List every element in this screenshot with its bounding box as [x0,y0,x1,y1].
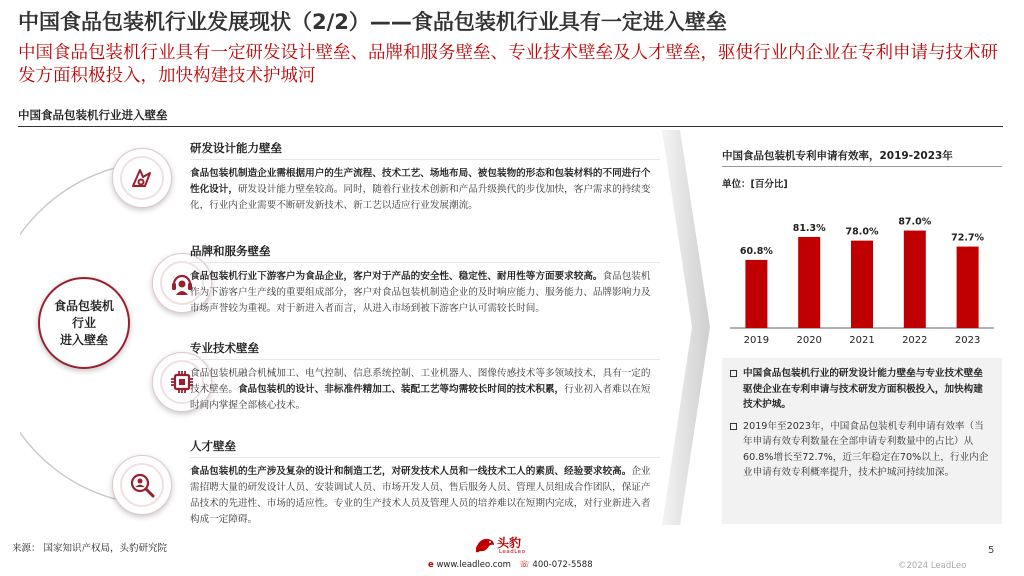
talent-search-icon [128,471,156,499]
checkbox-bullet-icon [730,423,737,430]
patent-validity-chart [722,196,1002,356]
insight-item [730,419,992,481]
barrier-text-bold: 食品包装机行业下游客户为食品企业，客户对于产品的安全性、稳定性、耐用性等方面要求较高。 [190,271,603,282]
design-icon-circle [112,148,172,208]
center-circle [38,277,130,369]
bar-2023 [957,247,979,328]
barrier-text [190,166,660,214]
insight-panel [722,358,1002,524]
center-label-line-3: 进入壁垒 [59,332,108,347]
website-link[interactable]: www.leadleo.com [436,560,511,570]
barrier-text-body: 研发设计能力壁垒较高。同时，随着行业技术创新和产品升级换代的步伐加快，客户需求的持续变化，行业内企业需要不断研发新技术、新工艺以适应行业发展潮流。 [190,184,651,211]
web-icon: e [428,560,434,570]
leopard-logo-icon [474,534,496,556]
barrier-title: 研发设计能力壁垒 [190,140,660,160]
barrier-text-body: 食品包装机作为下游客户生产线的重要组成部分，客户对食品包装机制造企业的及时响应能力、服务能力、品牌影响力及市场声誉较为重视。对于新进入者而言，从进入市场到被下游客户认可需较长时间。 [190,271,651,314]
bar-2019 [745,260,767,328]
design-icon [128,164,156,192]
barrier-text-bold: 食品包装机的生产涉及复杂的设计和制造工艺，对研发技术人员和一线技术工人的素质、经验要求较高。 [190,466,632,477]
barrier-block-technology [190,340,660,414]
barrier-block-talent [190,438,660,528]
logo-subtext: LeadLeo [499,549,526,555]
center-label-line-2: 行业 [71,315,96,330]
logo-text: 头豹 [497,536,522,550]
barrier-block-brand [190,243,660,317]
data-label-2021: 78.0% [845,226,879,238]
page-title: 中国食品包装机行业发展现状（2/2）——食品包装机行业具有一定进入壁垒 [18,10,727,34]
x-tick-2021: 2021 [849,335,875,346]
data-label-2020: 81.3% [792,222,826,234]
center-label-line-1: 食品包装机 [53,298,114,313]
barrier-text [190,269,660,317]
bar-2021 [851,241,873,328]
x-tick-2019: 2019 [743,335,770,346]
phone-number: 400-072-5588 [532,560,593,570]
barrier-block-design [190,140,660,214]
section-title: 中国食品包装机行业进入壁垒 [18,108,168,122]
chart-title-divider [722,166,1002,167]
section-divider [18,126,1003,127]
source-note: 来源： 国家知识产权局，头豹研究院 [12,543,168,554]
barrier-text-intro: 食品包装机融合机械加工、电气控制、信息系统控制、工业机器人、图像传感技术等多领域技术，具有一定的技术壁垒。 [190,368,651,395]
checkbox-bullet-icon [730,370,737,377]
barrier-text-body: 行业初入者难以在短时间内掌握全部核心技术。 [190,384,651,411]
phone-icon: ☏ [519,560,530,570]
x-tick-2020: 2020 [796,335,822,346]
barrier-text-body: 企业需招聘大量的研发设计人员、安装调试人员、市场开发人员、售后服务人员、管理人员组成合作团队，保证产品技术的先进性、市场的适应性。专业的生产技术人员及管理人员的培养难以在短期内完成，对行业新进入者构成一定障碍。 [190,466,651,525]
barrier-title: 专业技术壁垒 [190,340,660,360]
talent-search-icon-circle [112,455,172,515]
barrier-text-bold: 食品包装机的设计、非标准件精加工、装配工艺等均需较长时间的技术积累， [237,384,565,395]
barrier-title: 品牌和服务壁垒 [190,243,660,263]
chart-unit: 单位：[百分比] [722,179,788,190]
insight-item [730,366,992,413]
bar-2022 [904,231,926,328]
chevron-divider [662,130,710,525]
x-tick-2023: 2023 [954,335,981,346]
barrier-title: 人才壁垒 [190,438,660,458]
barrier-text [190,366,660,414]
barrier-text-bold: 食品包装机制造企业需根据用户的生产流程、技术工艺、场地布局、被包装物的形态和包装材料的不同进行个性化设计， [190,168,651,195]
page-subtitle: 中国食品包装机行业具有一定研发设计壁垒、品牌和服务壁垒、专业技术壁垒及人才壁垒，驱使行业内企业在专利申请与技术研发方面积极投入，加快构建技术护城河 [18,43,998,86]
page-number: 5 [988,545,995,556]
data-label-2019: 60.8% [739,245,773,257]
contact-line [428,560,593,570]
bar-2020 [798,237,820,328]
x-tick-2022: 2022 [902,335,928,346]
chart-title: 中国食品包装机专利申请有效率，2019-2023年 [722,150,953,162]
insight-text: 中国食品包装机行业的研发设计能力壁垒与专业技术壁垒驱使企业在专利申请与技术研发方面积极投入，加快构建技术护城。 [743,368,983,410]
barrier-text [190,464,660,528]
data-label-2023: 72.7% [951,232,985,244]
insight-text: 2019年至2023年，中国食品包装机专利申请有效率（当年申请有效专利数量在全部申请专利数量中的占比）从60.8%增长至72.7%，近三年稳定在70%以上，行业内企业申请有效专利概率提升，技术护城河持续加深。 [743,420,989,478]
data-label-2022: 87.0% [898,216,932,228]
copyright: ©2024 LeadLeo [898,561,967,571]
